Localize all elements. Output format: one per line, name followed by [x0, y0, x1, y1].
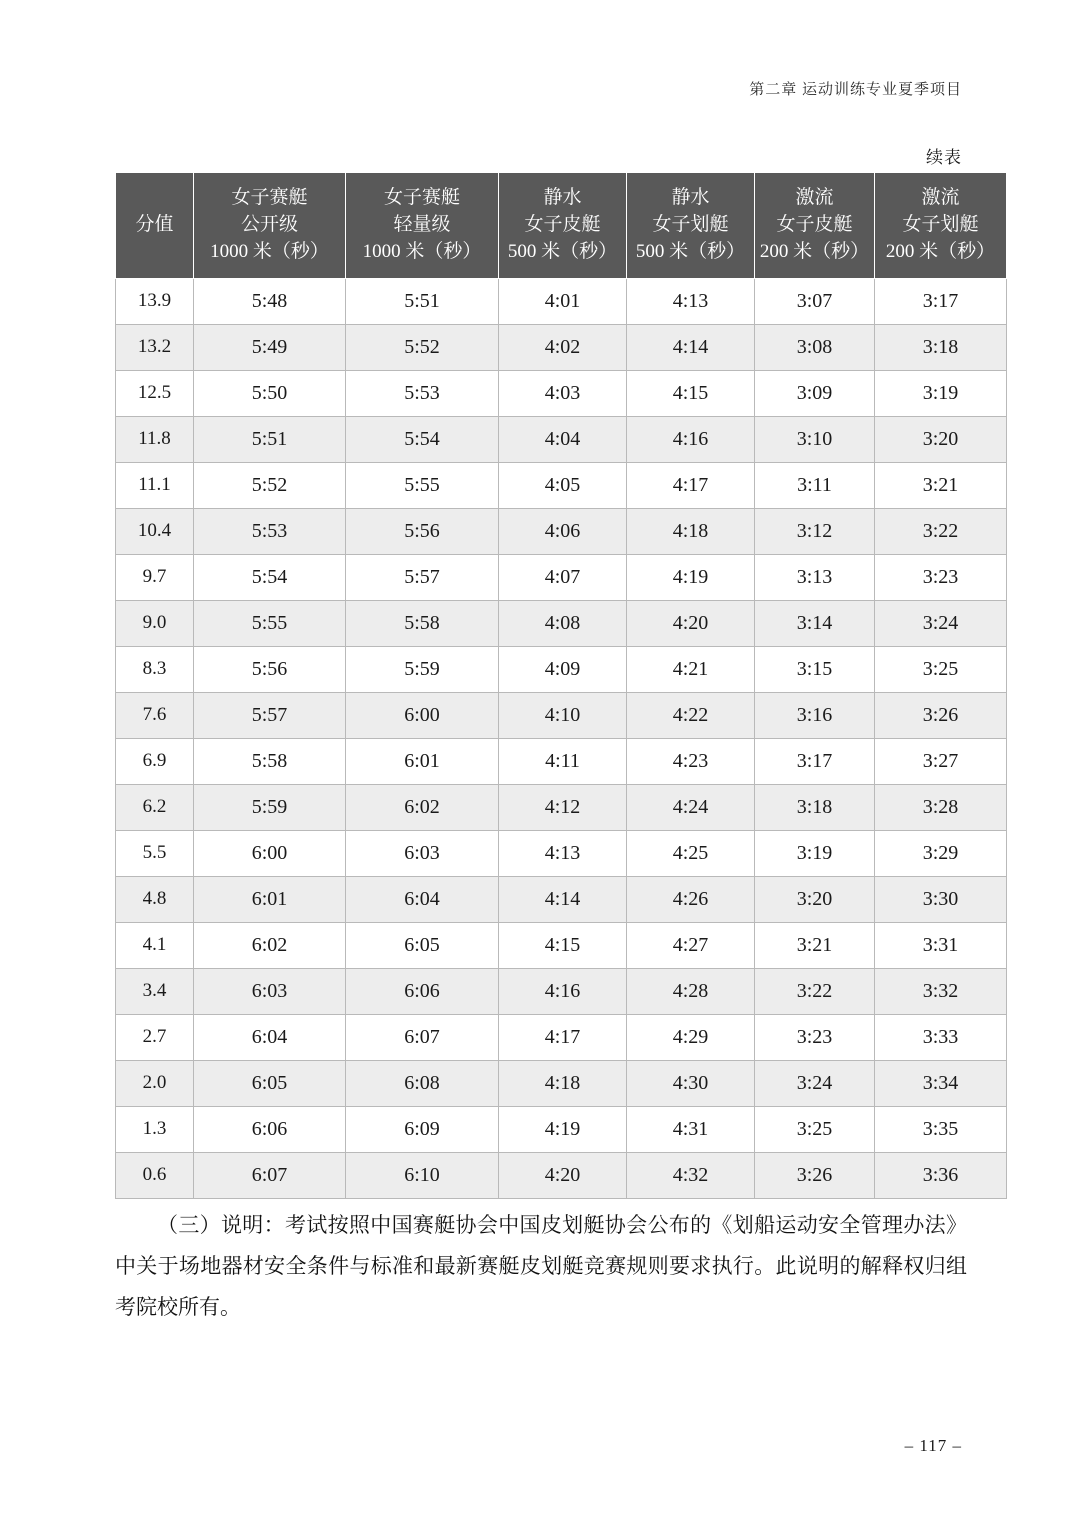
time-value-cell: 4:18 — [627, 508, 755, 554]
time-value-cell: 3:23 — [875, 554, 1007, 600]
time-value-cell: 5:52 — [346, 324, 499, 370]
time-value-cell: 5:59 — [346, 646, 499, 692]
time-value-cell: 4:02 — [499, 324, 627, 370]
table-row — [116, 784, 1007, 830]
time-value-cell: 5:56 — [346, 508, 499, 554]
time-value-cell: 4:17 — [499, 1014, 627, 1060]
score-value-cell: 13.2 — [116, 324, 194, 370]
column-header-line: 女子赛艇 — [231, 187, 308, 208]
time-value-cell: 5:54 — [346, 416, 499, 462]
time-value-cell: 5:55 — [194, 600, 346, 646]
time-value-cell: 5:53 — [194, 508, 346, 554]
time-value-cell: 3:27 — [875, 738, 1007, 784]
table-row — [116, 370, 1007, 416]
column-header-3 — [499, 173, 627, 279]
time-value-cell: 4:16 — [499, 968, 627, 1014]
table-row — [116, 692, 1007, 738]
time-value-cell: 6:08 — [346, 1060, 499, 1106]
score-value-cell: 1.3 — [116, 1106, 194, 1152]
time-value-cell: 6:03 — [194, 968, 346, 1014]
time-value-cell: 4:24 — [627, 784, 755, 830]
time-value-cell: 3:28 — [875, 784, 1007, 830]
table-row — [116, 1106, 1007, 1152]
time-value-cell: 4:31 — [627, 1106, 755, 1152]
continued-table-label: 续表 — [926, 148, 962, 167]
score-value-cell: 11.1 — [116, 462, 194, 508]
score-value-cell: 6.2 — [116, 784, 194, 830]
time-value-cell: 5:52 — [194, 462, 346, 508]
time-value-cell: 3:26 — [755, 1152, 875, 1198]
time-value-cell: 3:26 — [875, 692, 1007, 738]
score-table-wrapper — [115, 172, 996, 1199]
score-value-cell: 6.9 — [116, 738, 194, 784]
time-value-cell: 6:02 — [194, 922, 346, 968]
score-value-cell: 11.8 — [116, 416, 194, 462]
time-value-cell: 4:22 — [627, 692, 755, 738]
time-value-cell: 6:04 — [194, 1014, 346, 1060]
time-value-cell: 5:51 — [194, 416, 346, 462]
time-value-cell: 4:04 — [499, 416, 627, 462]
time-value-cell: 4:16 — [627, 416, 755, 462]
score-value-cell: 4.8 — [116, 876, 194, 922]
time-value-cell: 3:17 — [875, 278, 1007, 324]
table-row — [116, 1152, 1007, 1198]
time-value-cell: 5:53 — [346, 370, 499, 416]
time-value-cell: 5:55 — [346, 462, 499, 508]
time-value-cell: 4:29 — [627, 1014, 755, 1060]
column-header-5 — [755, 173, 875, 279]
time-value-cell: 3:31 — [875, 922, 1007, 968]
column-header-4 — [627, 173, 755, 279]
time-value-cell: 6:07 — [346, 1014, 499, 1060]
column-header-line: 公开级 — [240, 213, 298, 235]
column-header-1 — [194, 173, 346, 279]
time-value-cell: 4:11 — [499, 738, 627, 784]
time-value-cell: 4:14 — [627, 324, 755, 370]
score-table — [115, 172, 1007, 1199]
time-value-cell: 3:20 — [875, 416, 1007, 462]
time-value-cell: 3:23 — [755, 1014, 875, 1060]
time-value-cell: 3:22 — [875, 508, 1007, 554]
column-header-line: 女子赛艇 — [383, 187, 460, 208]
table-row — [116, 416, 1007, 462]
time-value-cell: 6:05 — [194, 1060, 346, 1106]
column-header-line: 静水 — [543, 187, 582, 208]
score-value-cell: 8.3 — [116, 646, 194, 692]
table-header — [116, 173, 1007, 279]
time-value-cell: 3:29 — [875, 830, 1007, 876]
table-row — [116, 324, 1007, 370]
time-value-cell: 3:14 — [755, 600, 875, 646]
time-value-cell: 4:15 — [499, 922, 627, 968]
time-value-cell: 4:10 — [499, 692, 627, 738]
time-value-cell: 4:01 — [499, 278, 627, 324]
column-header-line: 女子划艇 — [902, 213, 979, 235]
time-value-cell: 3:36 — [875, 1152, 1007, 1198]
time-value-cell: 3:19 — [755, 830, 875, 876]
time-value-cell: 6:09 — [346, 1106, 499, 1152]
time-value-cell: 3:19 — [875, 370, 1007, 416]
explanatory-note — [115, 1205, 967, 1328]
time-value-cell: 4:03 — [499, 370, 627, 416]
time-value-cell: 5:57 — [346, 554, 499, 600]
column-header-0 — [116, 173, 194, 279]
time-value-cell: 4:30 — [627, 1060, 755, 1106]
time-value-cell: 3:33 — [875, 1014, 1007, 1060]
time-value-cell: 3:08 — [755, 324, 875, 370]
time-value-cell: 6:02 — [346, 784, 499, 830]
score-value-cell: 0.6 — [116, 1152, 194, 1198]
score-value-cell: 12.5 — [116, 370, 194, 416]
score-value-cell: 3.4 — [116, 968, 194, 1014]
table-header-row — [116, 173, 1007, 279]
time-value-cell: 4:12 — [499, 784, 627, 830]
time-value-cell: 5:51 — [346, 278, 499, 324]
time-value-cell: 6:04 — [346, 876, 499, 922]
time-value-cell: 5:58 — [346, 600, 499, 646]
time-value-cell: 4:28 — [627, 968, 755, 1014]
table-row — [116, 922, 1007, 968]
time-value-cell: 3:10 — [755, 416, 875, 462]
time-value-cell: 3:24 — [875, 600, 1007, 646]
score-value-cell: 4.1 — [116, 922, 194, 968]
explanatory-note-text: （三）说明：考试按照中国赛艇协会中国皮划艇协会公布的《划船运动安全管理办法》中关于场地器材安全条件与标准和最新赛艇皮划艇竞赛规则要求执行。此说明的解释权归组考院校所有。 — [115, 1213, 967, 1319]
time-value-cell: 6:05 — [346, 922, 499, 968]
running-head: 第二章 运动训练专业夏季项目 — [749, 82, 962, 98]
time-value-cell: 5:56 — [194, 646, 346, 692]
time-value-cell: 4:07 — [499, 554, 627, 600]
time-value-cell: 3:25 — [755, 1106, 875, 1152]
time-value-cell: 3:24 — [755, 1060, 875, 1106]
time-value-cell: 4:25 — [627, 830, 755, 876]
column-header-line: 激流 — [921, 187, 960, 208]
time-value-cell: 5:58 — [194, 738, 346, 784]
time-value-cell: 3:16 — [755, 692, 875, 738]
time-value-cell: 3:25 — [875, 646, 1007, 692]
column-header-line: 静水 — [671, 187, 710, 208]
table-row — [116, 600, 1007, 646]
column-header-line: 500 米（秒） — [635, 240, 746, 262]
time-value-cell: 4:18 — [499, 1060, 627, 1106]
table-row — [116, 876, 1007, 922]
time-value-cell: 3:18 — [875, 324, 1007, 370]
time-value-cell: 3:17 — [755, 738, 875, 784]
time-value-cell: 6:00 — [194, 830, 346, 876]
time-value-cell: 6:00 — [346, 692, 499, 738]
page-number: – 117 – — [904, 1436, 962, 1455]
time-value-cell: 4:09 — [499, 646, 627, 692]
table-row — [116, 646, 1007, 692]
time-value-cell: 4:20 — [499, 1152, 627, 1198]
time-value-cell: 3:30 — [875, 876, 1007, 922]
time-value-cell: 5:54 — [194, 554, 346, 600]
time-value-cell: 3:12 — [755, 508, 875, 554]
score-value-cell: 13.9 — [116, 278, 194, 324]
score-value-cell: 2.0 — [116, 1060, 194, 1106]
score-value-cell: 5.5 — [116, 830, 194, 876]
time-value-cell: 3:22 — [755, 968, 875, 1014]
time-value-cell: 4:08 — [499, 600, 627, 646]
column-header-line: 1000 米（秒） — [210, 240, 329, 262]
table-row — [116, 508, 1007, 554]
time-value-cell: 4:13 — [499, 830, 627, 876]
table-row — [116, 278, 1007, 324]
column-header-line: 1000 米（秒） — [362, 240, 482, 262]
time-value-cell: 3:35 — [875, 1106, 1007, 1152]
time-value-cell: 3:07 — [755, 278, 875, 324]
time-value-cell: 4:19 — [627, 554, 755, 600]
score-value-cell: 2.7 — [116, 1014, 194, 1060]
table-body — [116, 278, 1007, 1198]
time-value-cell: 3:09 — [755, 370, 875, 416]
table-row — [116, 968, 1007, 1014]
column-header-line: 女子皮艇 — [776, 213, 853, 235]
time-value-cell: 3:32 — [875, 968, 1007, 1014]
time-value-cell: 6:03 — [346, 830, 499, 876]
column-header-line: 200 米（秒） — [885, 240, 996, 262]
score-value-cell: 9.0 — [116, 600, 194, 646]
time-value-cell: 4:05 — [499, 462, 627, 508]
time-value-cell: 4:13 — [627, 278, 755, 324]
score-value-cell: 9.7 — [116, 554, 194, 600]
time-value-cell: 3:21 — [755, 922, 875, 968]
column-header-2 — [346, 173, 499, 279]
table-row — [116, 462, 1007, 508]
table-row — [116, 1060, 1007, 1106]
time-value-cell: 5:48 — [194, 278, 346, 324]
table-row — [116, 830, 1007, 876]
time-value-cell: 4:21 — [627, 646, 755, 692]
time-value-cell: 3:20 — [755, 876, 875, 922]
time-value-cell: 5:59 — [194, 784, 346, 830]
column-header-line: 轻量级 — [393, 213, 451, 235]
column-header-6 — [875, 173, 1007, 279]
time-value-cell: 4:19 — [499, 1106, 627, 1152]
table-row — [116, 554, 1007, 600]
time-value-cell: 4:14 — [499, 876, 627, 922]
time-value-cell: 4:17 — [627, 462, 755, 508]
time-value-cell: 6:01 — [194, 876, 346, 922]
time-value-cell: 3:13 — [755, 554, 875, 600]
column-header-line: 500 米（秒） — [507, 240, 618, 262]
score-value-cell: 10.4 — [116, 508, 194, 554]
score-value-cell: 7.6 — [116, 692, 194, 738]
column-header-line: 200 米（秒） — [759, 240, 870, 262]
time-value-cell: 6:10 — [346, 1152, 499, 1198]
time-value-cell: 4:27 — [627, 922, 755, 968]
time-value-cell: 6:07 — [194, 1152, 346, 1198]
table-row — [116, 738, 1007, 784]
time-value-cell: 5:49 — [194, 324, 346, 370]
time-value-cell: 6:01 — [346, 738, 499, 784]
time-value-cell: 5:57 — [194, 692, 346, 738]
column-header-line: 女子划艇 — [652, 213, 729, 235]
time-value-cell: 4:15 — [627, 370, 755, 416]
column-header-line: 分值 — [135, 213, 174, 235]
time-value-cell: 3:15 — [755, 646, 875, 692]
time-value-cell: 4:20 — [627, 600, 755, 646]
column-header-line: 激流 — [795, 187, 834, 208]
time-value-cell: 4:26 — [627, 876, 755, 922]
time-value-cell: 3:18 — [755, 784, 875, 830]
time-value-cell: 5:50 — [194, 370, 346, 416]
column-header-line: 女子皮艇 — [524, 213, 601, 235]
time-value-cell: 4:23 — [627, 738, 755, 784]
time-value-cell: 3:34 — [875, 1060, 1007, 1106]
time-value-cell: 6:06 — [346, 968, 499, 1014]
time-value-cell: 6:06 — [194, 1106, 346, 1152]
time-value-cell: 4:32 — [627, 1152, 755, 1198]
time-value-cell: 3:21 — [875, 462, 1007, 508]
table-row — [116, 1014, 1007, 1060]
time-value-cell: 4:06 — [499, 508, 627, 554]
time-value-cell: 3:11 — [755, 462, 875, 508]
